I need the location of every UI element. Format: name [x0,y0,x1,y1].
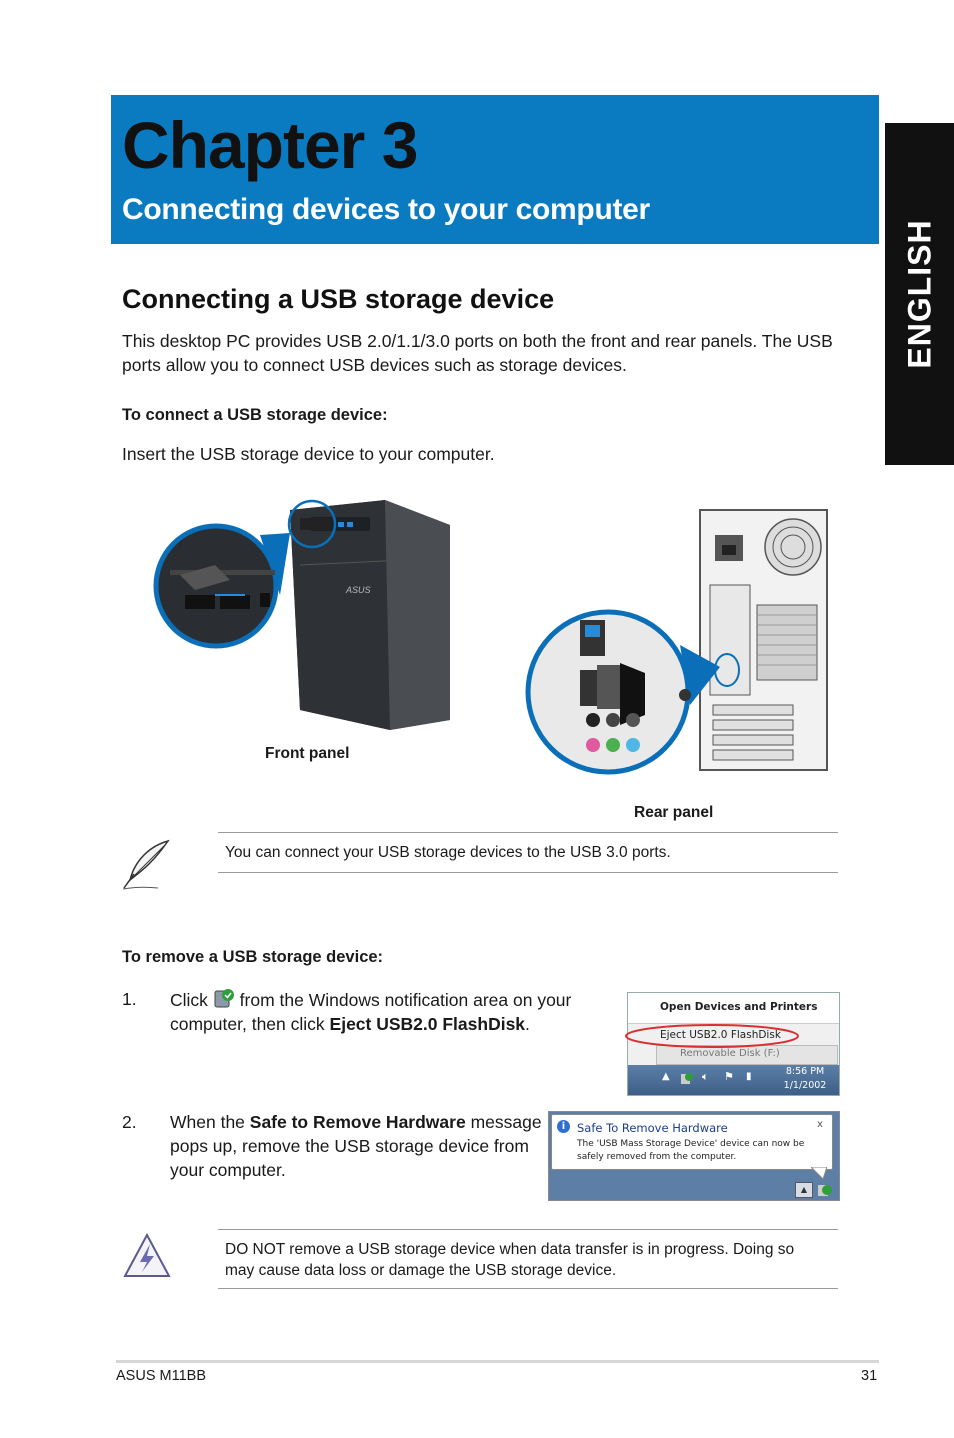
step1-click: Click [170,990,208,1010]
connect-heading: To connect a USB storage device: [122,406,388,424]
footer-rule [116,1360,879,1363]
tray-network-icon[interactable]: ▮ [746,1071,752,1082]
rear-panel-caption: Rear panel [634,804,714,821]
step2-number: 2. [122,1112,137,1132]
eject-menu-screenshot [627,992,840,1096]
tray-clock[interactable] [775,1065,835,1093]
footer-model: ASUS M11BB [116,1368,206,1384]
safe-remove-screenshot [548,1111,840,1201]
connect-step: Insert the USB storage device to your computer. [122,444,495,464]
warning-text: DO NOT remove a USB storage device when data transfer is in progress. Doing so may cause data loss or damage the USB storage device. [225,1241,795,1279]
step1-number: 1. [122,989,137,1009]
warning-top-rule [218,1229,838,1230]
info-icon: i [557,1120,570,1133]
eject-highlight-ellipse [624,1023,804,1049]
menu-removable-disk: Removable Disk (F:) [680,1048,780,1059]
step2-before: When the [170,1112,245,1132]
page-number: 31 [861,1368,878,1384]
balloon-title: Safe To Remove Hardware [577,1121,728,1135]
tray-arrow-icon[interactable]: ▲ [662,1071,670,1082]
balloon-tail [811,1167,827,1181]
step1-bold: Eject USB2.0 FlashDisk [329,1014,526,1034]
remove-heading: To remove a USB storage device: [122,948,384,966]
safely-remove-icon [213,987,235,1009]
language-tab [885,123,954,465]
note-text: You can connect your USB storage devices to the USB 3.0 ports. [225,844,671,861]
menu-eject-flashdisk[interactable]: Eject USB2.0 FlashDisk [660,1029,781,1041]
tray-flag-icon[interactable]: ⚑ [724,1070,734,1083]
balloon-message: The 'USB Mass Storage Device' device can now be safely removed from the computer. [577,1139,805,1162]
step2-text [170,1110,550,1182]
tray-safe-remove-icon[interactable] [817,1182,833,1198]
balloon-close-button[interactable]: x [817,1119,823,1130]
warning-bottom-rule [218,1288,838,1289]
front-panel-illustration [150,495,460,740]
step1-after-icon: from the Windows notification area on your computer, then click [170,990,572,1034]
tower-front [290,500,390,730]
step1-end: . [525,1014,530,1034]
tray-date: 1/1/2002 [783,1080,827,1091]
note-bottom-rule [218,872,838,873]
step2-after: message pops up, remove the USB storage device from your computer. [170,1112,542,1180]
front-zoom-circle [156,526,276,646]
note-top-rule [218,832,838,833]
front-panel-caption: Front panel [265,745,350,762]
language-tab-label: ENGLISH [901,219,937,369]
chapter-title: Chapter 3 [122,108,418,182]
tray-expand-button[interactable]: ▲ [795,1182,813,1198]
step1-text [170,987,590,1036]
intro-paragraph: This desktop PC provides USB 2.0/1.1/3.0 ports on both the front and rear panels. The USB ports allow you to connect USB devices such as storage devices. [122,331,833,375]
menu-open-devices[interactable]: Open Devices and Printers [660,1001,818,1013]
tray-safely-remove-icon[interactable] [680,1071,694,1085]
tray-volume-icon[interactable]: 🔈︎ [702,1070,709,1083]
case-logo: ASUS [346,585,371,595]
rear-panel-illustration [525,505,830,775]
warning-icon [122,1232,172,1280]
step2-bold: Safe to Remove Hardware [249,1112,466,1132]
note-feather-icon [120,838,175,893]
tray-time: 8:56 PM [785,1066,825,1077]
section-title: Connecting a USB storage device [122,284,555,314]
chapter-subtitle: Connecting devices to your computer [122,193,650,226]
